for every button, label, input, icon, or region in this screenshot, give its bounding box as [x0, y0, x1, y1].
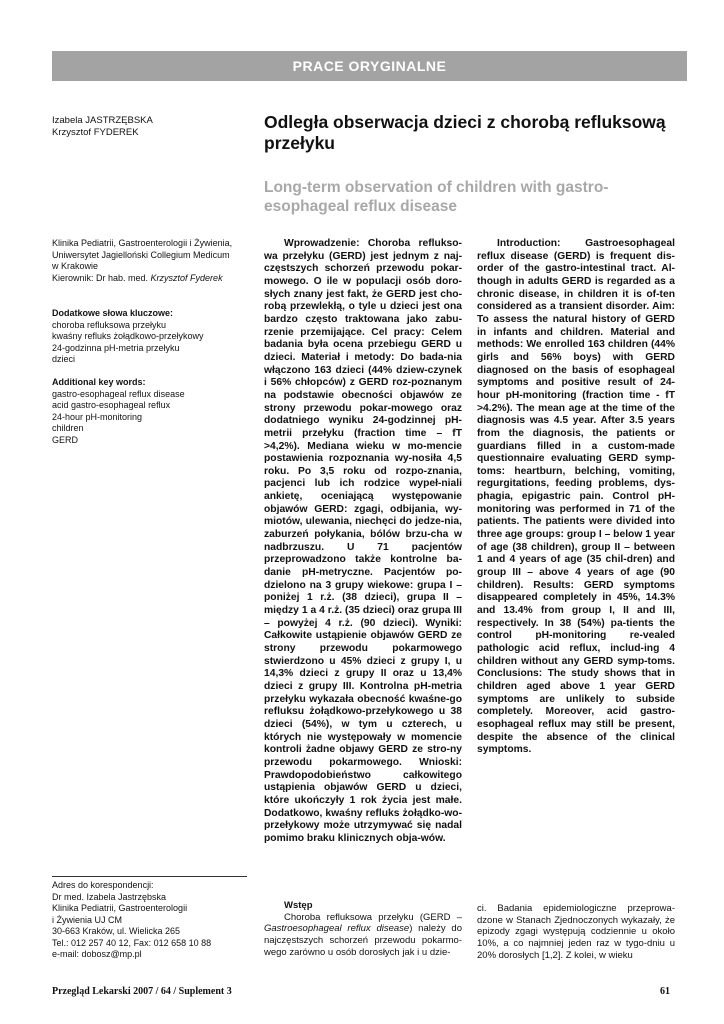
address-line: Adres do korespondencji:	[52, 880, 154, 890]
correspondence-address	[52, 880, 252, 961]
affiliation-head-label: Kierownik: Dr hab. med.	[52, 272, 151, 283]
keywords-en	[52, 377, 252, 446]
keyword-item: choroba refluksowa przełyku	[52, 319, 167, 330]
address-line: e-mail: dobosz@mp.pl	[52, 949, 142, 959]
abstract-english-text: Introduction: Gastroesophageal reflux disease (GERD) is frequent dis-order of the gastro-intestinal tract. Al-though in adults GERD is regarded as a chronic disease, in children it is of-ten considered as a transient disorder. Aim: To assess the natural history of GERD in infants and children. Material and methods: We enrolled 163 children (44% girls and 56% boys) with GERD diagnosed on the basis of esophageal symptoms and positive result of 24-hour pH-monitoring (fraction time - fT >4.2%). The mean age at the time of the diagnosis was 4.5 year. After 3.5 years from the diagnosis, the patients or guardians filled in a custom-made questionnaire evaluating GERD symp-toms: heartburn, belching, vomiting, regurgitations, feeding problems, dys-phagia, epigastric pain. Control pH-monitoring was performed in 71 of the patients. The patients were divided into three age groups: group I – below 1 year of age (38 children), group II – between 1 and 4 years of age (35 chil-dren) and group III – above 4 years of age (90 children). Results: GERD symptoms disappeared completely in 45%, 14.3% and 13.4% from group I, II and III, respectively. In 38 (54%) pa-tients the control pH-monitoring re-vealed pathologic acid reflux, includ-ing 4 children without any GERD symp-toms. Conclusions: The study shows that in children aged above 1 year GERD symptoms are unlikely to subside completely. Moreover, acid gastro-esophageal reflux may still be present, despite the absence of the clinical symptoms.	[477, 238, 675, 756]
body-text-left	[264, 900, 462, 959]
affiliation-line: Klinika Pediatrii, Gastroenterologii i Żywienia,	[52, 238, 233, 248]
keyword-item: dzieci	[52, 354, 76, 364]
authors	[52, 115, 252, 138]
keyword-item: gastro-esophageal reflux disease	[52, 388, 185, 399]
keyword-item: GERD	[52, 434, 79, 445]
address-line: i Żywienia UJ CM	[52, 914, 123, 925]
article-title: Odległa obserwacja dzieci z chorobą refluksową przełyku	[264, 112, 666, 153]
affiliation-line: w Krakowie	[52, 261, 99, 271]
journal-citation: Przegląd Lekarski 2007 / 64 / Suplement 3	[52, 986, 232, 997]
keyword-item: children	[52, 423, 84, 433]
author-name: Izabela JASTRZĘBSKA	[52, 115, 153, 126]
body-paragraph: ci. Badania epidemiologiczne przeprowa-dzone w Stanach Zjednoczonych wykazały, że epizody zgagi występują codziennie u około 10%, a co najmniej jeden raz w tygo-dniu u 20% dorosłych [1,2]. Z kolei, w wieku	[477, 903, 675, 961]
divider	[52, 876, 247, 877]
keyword-item: 24-godzinna pH-metria przełyku	[52, 342, 180, 353]
keywords-en-heading: Additional key words:	[52, 377, 146, 387]
address-line: Tel.: 012 257 40 12, Fax: 012 658 10 88	[52, 937, 212, 948]
address-line: 30-663 Kraków, ul. Wielicka 265	[52, 926, 181, 936]
body-paragraph	[264, 912, 462, 959]
body-text-italic: Gastroesophageal reflux disease	[264, 923, 410, 935]
affiliation-head	[52, 273, 252, 285]
section-heading: Wstęp	[284, 900, 313, 911]
body-text-right	[477, 903, 675, 962]
author-name: Krzysztof FYDEREK	[52, 126, 139, 138]
affiliation-head-name: Krzysztof Fyderek	[150, 272, 223, 283]
abstract-polish-text: Wprowadzenie: Choroba reflukso-wa przełyku (GERD) jest jednym z naj-częstszych schorzeń przewodu pokar-mowego. O ile w populacji osób doro-słych znany jest fakt, że GERD jest cho-robą przewlekłą, o tyle u dzieci jest ona bardzo często traktowana jako zabu-rzenie przemijające. Cel pracy: Celem badania była ocena przebiegu GERD u dzieci. Materiał i metody: Do bada-nia włączono 163 dzieci (44% dziew-czynek i 56% chłopców) z GERD roz-poznanym na podstawie obecności objawów ze strony przewodu pokar-mowego oraz dodatniego wyniku 24-godzinnej pH-metrii przełyku (fraction time – fT >4,2%). Mediana wieku w mo-mencie postawienia rozpoznania wy-nosiła 4,5 roku. Po 3,5 roku od rozpo-znania, pacjenci lub ich rodzice wypeł-niali ankietę, oceniającą występowanie objawów GERD: zgagi, odbijania, wy-miotów, ulewania, niechęci do jedze-nia, zaburzeń połykania, bólów brzu-cha w nadbrzuszu. U 71 pacjentów przeprowadzono także kontrolne ba-danie pH-metryczne. Pacjentów po-dzielono na 3 grupy wiekowe: grupa I – poniżej 1 r.ż. (38 dzieci), grupa II – między 1 a 4 r.ż. (35 dzieci) oraz grupa III – powyżej 4 r.ż. (90 dzieci). Wyniki: Całkowite ustąpienie objawów GERD ze strony przewodu pokarmowego stwierdzono u 45% dzieci z grupy I, u 14,3% dzieci z grupy II oraz u 13,4% dzieci z grupy III. Kontrolna pH-metria przełyku wykazała obecność kwaśne-go refluksu żołądkowo-przełykowego u 38 dzieci (54%), w tym u czterech, u których nie występowały w momencie kontroli żadne objawy GERD ze stro-ny przewodu pokarmowego. Wnioski: Prawdopodobieństwo całkowitego ustąpienia objawów GERD u dzieci, które ukończyły 1 rok życia jest małe. Dodatkowo, kwaśny refluks żołądko-wo-przełykowy może utrzymywać się nadal pomimo braku klinicznych obja-wów.	[264, 238, 462, 844]
page-number: 61	[660, 986, 670, 997]
keyword-item: 24-hour pH-monitoring	[52, 411, 143, 422]
keywords-pl-heading: Dodatkowe słowa kluczowe:	[52, 308, 174, 318]
affiliation	[52, 238, 252, 284]
abstract-english	[477, 238, 675, 757]
abstract-polish	[264, 238, 462, 846]
keyword-item: acid gastro-esophageal reflux	[52, 400, 171, 410]
body-text-post: ) należy do najczęstszych schorzeń przewodu pokarmo-wego zarówno u osób dorosłych jak i u dzie-	[264, 923, 462, 958]
section-banner: PRACE ORYGINALNE	[52, 51, 687, 81]
article-subtitle: Long-term observation of children with gastro-esophageal reflux disease	[264, 179, 609, 215]
keyword-item: kwaśny refluks żołądkowo-przełykowy	[52, 331, 204, 341]
body-text-pre: Choroba refluksowa przełyku (GERD –	[284, 911, 462, 923]
address-line: Klinika Pediatrii, Gastroenterologii	[52, 903, 188, 913]
keywords-pl	[52, 308, 252, 366]
affiliation-line: Uniwersytet Jagielloński Collegium Medicum	[52, 249, 230, 260]
address-line: Dr med. Izabela Jastrzębska	[52, 891, 167, 902]
